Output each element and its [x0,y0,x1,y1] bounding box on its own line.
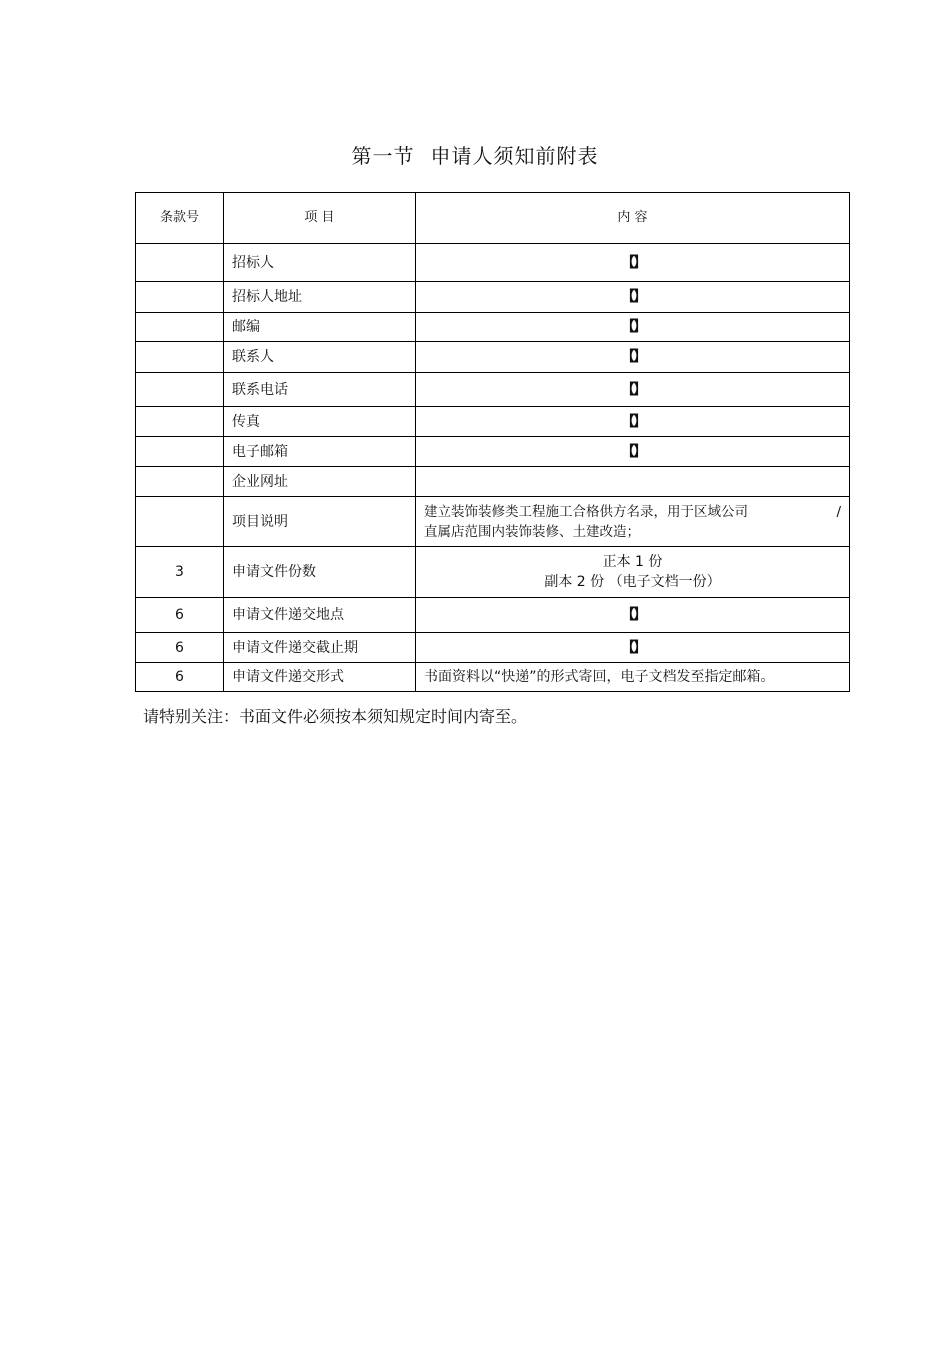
table-row [136,663,850,692]
row-item: 申请文件递交形式 [224,663,416,692]
row-item: 申请文件递交截止期 [224,633,416,663]
row-content: 【】 [416,244,850,282]
page-title [0,140,950,169]
row-clause-no [136,497,224,547]
header-clause-no: 条款号 [136,193,224,244]
table-row [136,467,850,497]
header-content: 内 容 [416,193,850,244]
row-item: 电子邮箱 [224,437,416,467]
table-header-row [136,193,850,244]
row-item: 联系人 [224,342,416,373]
row-clause-no [136,373,224,407]
row-content [416,497,850,547]
title-text: 申请人须知前附表 [430,144,599,168]
row-content: 【】 [416,598,850,633]
copies-original: 正本 1 份 [602,554,663,570]
row-clause-no [136,437,224,467]
row-clause-no: 6 [136,633,224,663]
row-clause-no [136,244,224,282]
row-clause-no [136,407,224,437]
table-row [136,313,850,342]
table-row [136,633,850,663]
description-line-2: 直属店范围内装饰装修、土建改造； [424,523,640,540]
row-item: 项目说明 [224,497,416,547]
row-content: 【】 [416,407,850,437]
row-item: 传真 [224,407,416,437]
row-item: 邮编 [224,313,416,342]
row-content: 【】 [416,373,850,407]
row-clause-no: 6 [136,663,224,692]
applicant-notice-table [135,192,850,692]
table-row [136,244,850,282]
table-row [136,373,850,407]
copies-duplicate: 副本 2 份 （电子文档一份） [544,574,721,590]
row-clause-no [136,282,224,313]
table-row [136,342,850,373]
table-row [136,407,850,437]
special-note: 请特别关注：书面文件必须按本须知规定时间内寄至。 [143,707,528,726]
row-item: 申请文件递交地点 [224,598,416,633]
row-clause-no [136,342,224,373]
row-clause-no: 6 [136,598,224,633]
table-row [136,497,850,547]
row-item: 联系电话 [224,373,416,407]
header-item: 项 目 [224,193,416,244]
description-line-1-wrapper [424,502,841,522]
table-row [136,547,850,598]
row-item: 招标人地址 [224,282,416,313]
row-content: 【】 [416,342,850,373]
row-item: 企业网址 [224,467,416,497]
row-content [416,467,850,497]
row-content: 【】 [416,313,850,342]
row-clause-no [136,313,224,342]
row-clause-no: 3 [136,547,224,598]
table-row [136,282,850,313]
row-item: 招标人 [224,244,416,282]
row-content [416,547,850,598]
table-row [136,598,850,633]
row-content: 【】 [416,282,850,313]
row-content: 书面资料以“快递”的形式寄回，电子文档发至指定邮箱。 [416,663,850,692]
description-slash: / [836,503,841,520]
title-section: 第一节 [351,144,415,168]
table-row [136,437,850,467]
row-content: 【】 [416,437,850,467]
row-content: 【】 [416,633,850,663]
description-line-1: 建立装饰装修类工程施工合格供方名录，用于区域公司 [424,503,748,520]
row-item: 申请文件份数 [224,547,416,598]
row-clause-no [136,467,224,497]
